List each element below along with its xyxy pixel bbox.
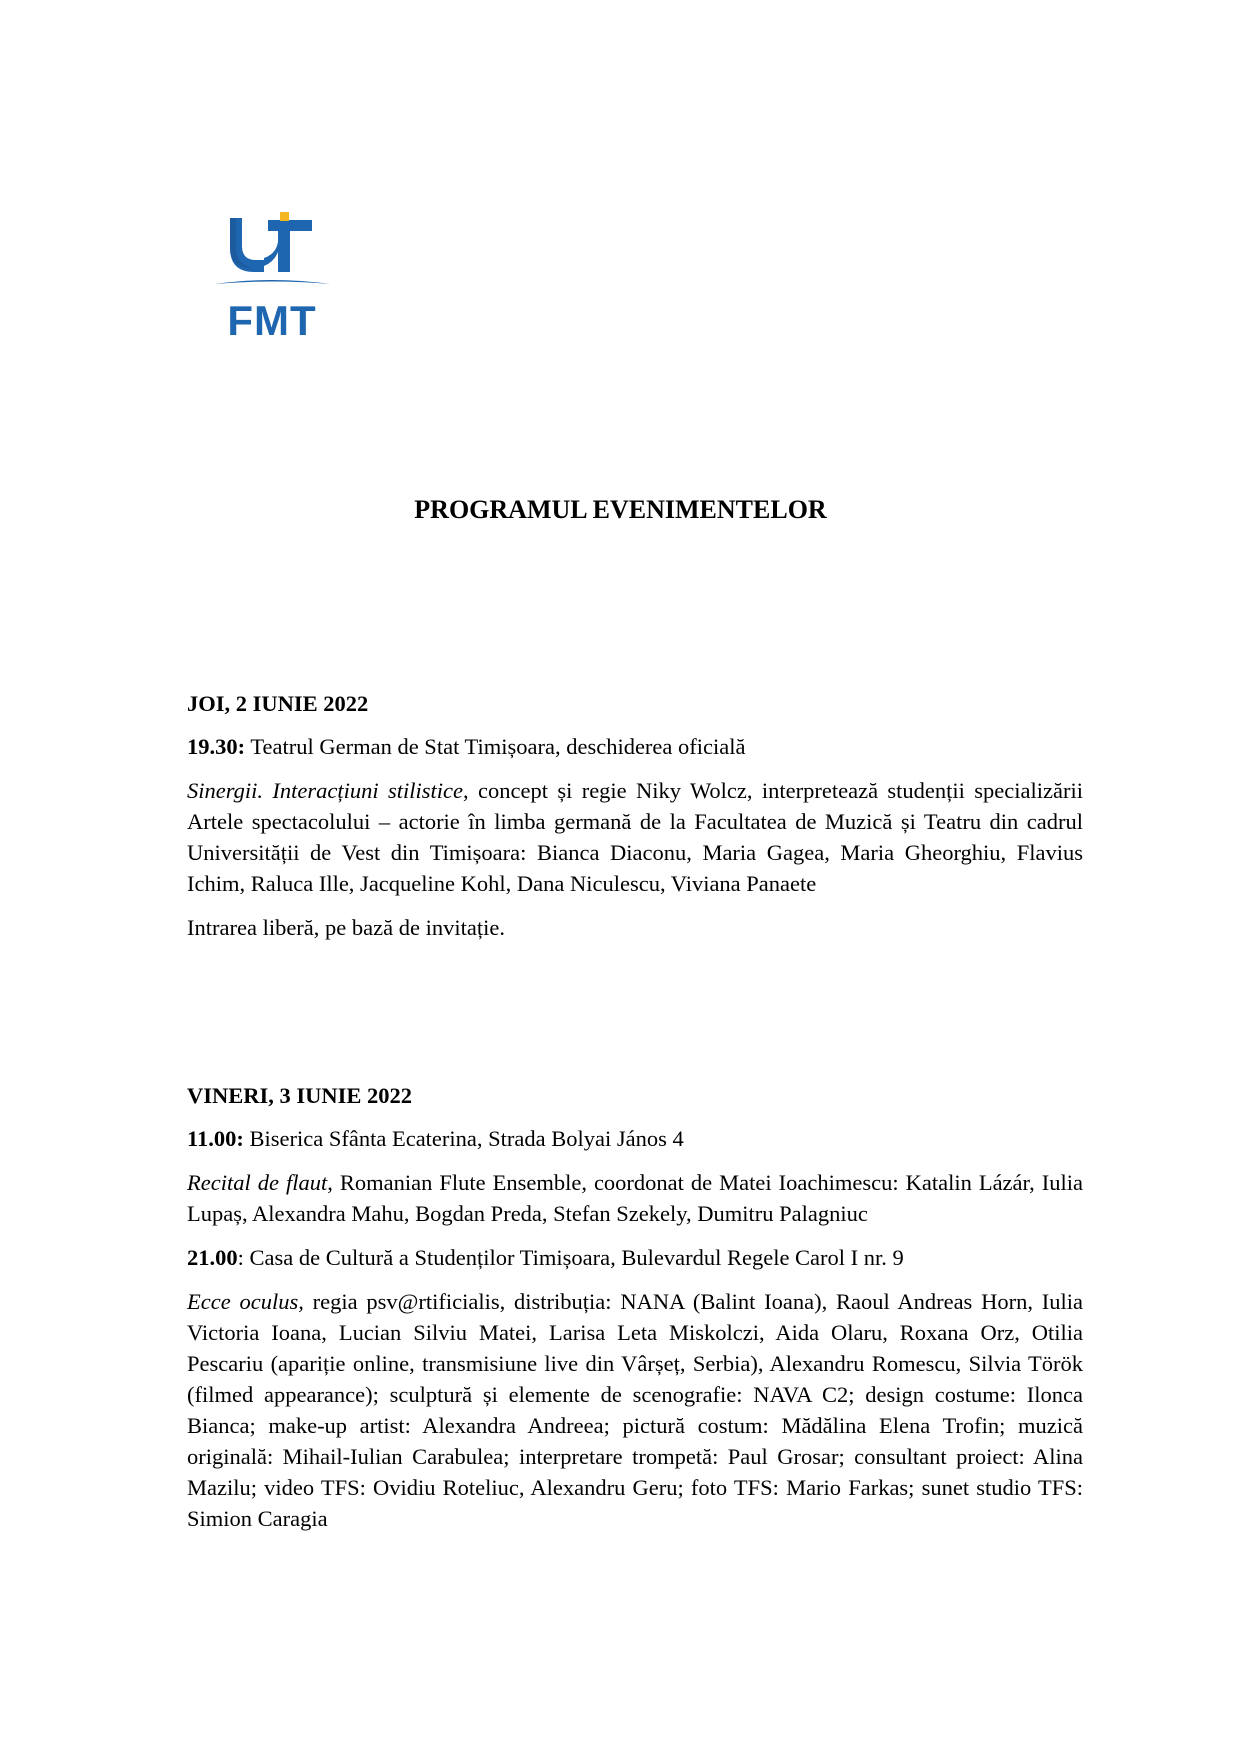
event-time-location	[187, 731, 1083, 762]
page-title: PROGRAMUL EVENIMENTELOR	[414, 495, 827, 524]
event-work-title: Recital de flaut	[187, 1170, 328, 1195]
event-time-location	[187, 1123, 1083, 1154]
event-details: regia psv@rtificialis, distribuția: NANA (Balint Ioana), Raoul Andreas Horn, Iulia Victoria Ioana, Lucian Silviu Matei, Larisa Leta Miskolczi, Aida Olaru, Roxana Orz, Otilia Pescariu (apariție online, transmisiune live din Vârșeț, Serbia), Alexandru Romescu, Silvia Török (filmed appearance); sculptură și elemente de scenografie: NAVA C2; design costume: Ilonca Bianca; make-up artist: Alexandra Andreea; pictură costum: Mădălina Elena Trofin; muzică originală: Mihail-Iulian Carabulea; interpretare trompetă: Paul Grosar; consultant proiect: Alina Mazilu; video TFS: Ovidiu Roteliuc, Alexandru Geru; foto TFS: Mario Farkas; sunet studio TFS: Simion Caragia	[187, 1289, 1083, 1531]
event-note: Intrarea liberă, pe bază de invitație.	[187, 915, 505, 940]
event-description	[187, 775, 1083, 899]
event-work-title: Sinergii. Interacțiuni stilistice	[187, 778, 463, 803]
fmt-logo	[212, 212, 332, 342]
event-location: : Casa de Cultură a Studenților Timișoara	[237, 1245, 611, 1270]
event-location: Biserica Sfânta Ecaterina, Strada Bolyai János 4	[243, 1126, 684, 1151]
event-details: , Romanian Flute Ensemble, coordonat de Matei Ioachimescu: Katalin Lázár, Iulia Lupaș, Alexandra Mahu, Bogdan Preda, Stefan Szekely, Dumitru Palagniuc	[187, 1170, 1083, 1226]
day-heading: VINERI, 3 IUNIE 2022	[187, 1083, 413, 1108]
event-time-location	[187, 1242, 1083, 1273]
event-description	[187, 1167, 1083, 1229]
event-time: 21.00	[187, 1245, 238, 1270]
event-program	[187, 688, 1083, 1547]
uvt-emblem-icon	[212, 212, 332, 292]
event-time: 19.30:	[187, 734, 246, 759]
section-spacer	[187, 956, 1083, 1080]
logo-text: FMT	[227, 297, 317, 344]
event-details: , concept și regie Niky Wolcz, interpretează studenții specializării Artele spectacolului – actorie în limba germană de la Facultatea de Muzică și Teatru din cadrul Universității de Vest din Timișoara: Bianca Diaconu, Maria Gagea, Maria Gheorghiu, Flavius Ichim, Raluca Ille, Jacqueline Kohl, Dana Niculescu, Viviana Panaete	[187, 778, 1083, 896]
event-location: Teatrul German de Stat Timișoara, deschiderea oficială	[245, 734, 746, 759]
event-time: 11.00:	[187, 1126, 244, 1151]
event-work-title: Ecce oculus,	[187, 1289, 304, 1314]
day-heading: JOI, 2 IUNIE 2022	[187, 691, 369, 716]
event-location-comma: ,	[610, 1245, 616, 1270]
event-description	[187, 1286, 1083, 1534]
event-location-address: Bulevardul Regele Carol I nr. 9	[615, 1245, 904, 1270]
